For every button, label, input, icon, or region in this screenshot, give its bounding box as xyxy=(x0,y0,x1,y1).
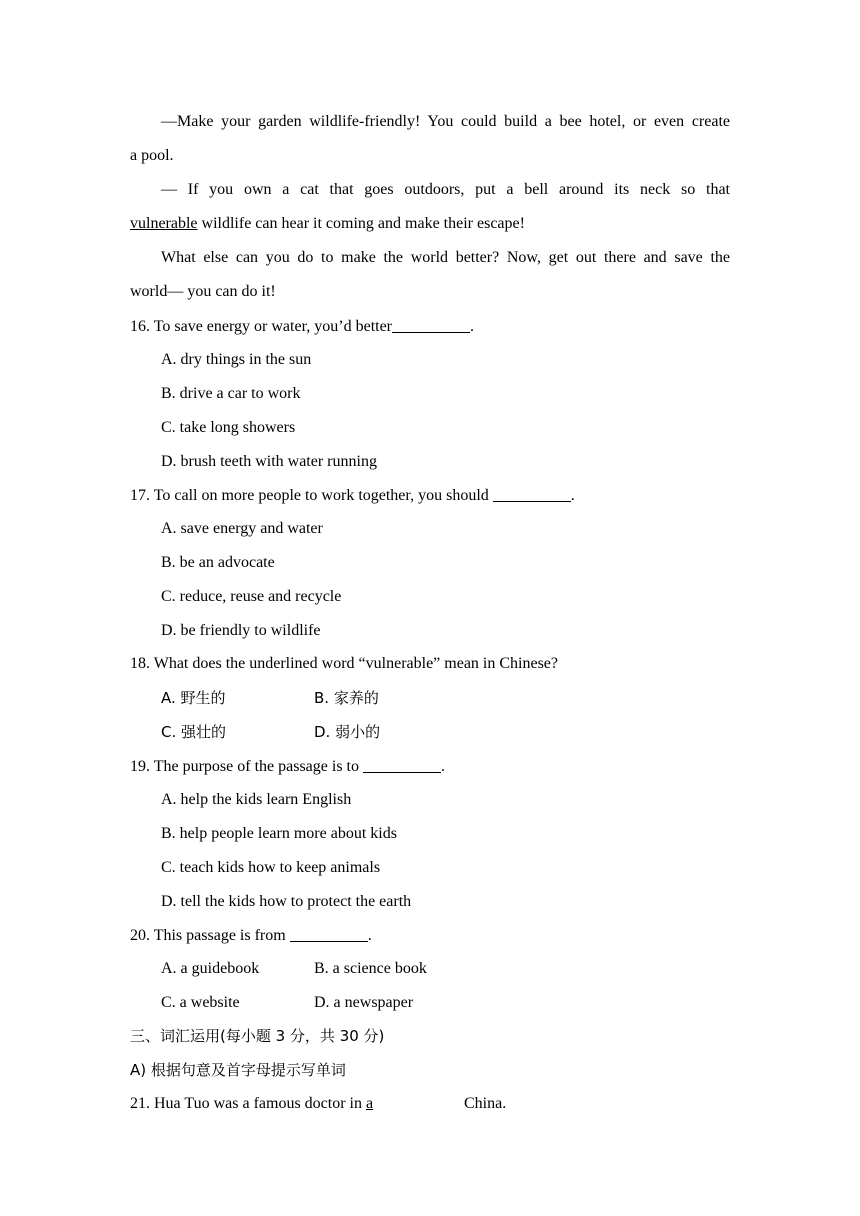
passage-line: — If you own a cat that goes outdoors, put a bell around its neck so that xyxy=(161,181,730,198)
option-d[interactable]: D. brush teeth with water running xyxy=(161,453,377,470)
option-a[interactable]: A. a guidebook xyxy=(161,960,260,977)
option-b[interactable]: B. help people learn more about kids xyxy=(161,825,397,842)
option-b[interactable]: B. a science book xyxy=(314,960,427,977)
option-b[interactable]: B. 家养的 xyxy=(314,689,379,707)
question-19-stem xyxy=(130,756,445,777)
option-b[interactable]: B. drive a car to work xyxy=(161,385,301,402)
part-a-instruction: A) 根据句意及首字母提示写单词 xyxy=(130,1061,346,1079)
answer-blank[interactable] xyxy=(493,485,571,502)
option-a[interactable]: A. help the kids learn English xyxy=(161,791,352,808)
option-d[interactable]: D. tell the kids how to protect the earth xyxy=(161,893,412,910)
passage-line: world— you can do it! xyxy=(130,283,276,300)
question-21 xyxy=(130,1094,506,1114)
option-c[interactable]: C. reduce, reuse and recycle xyxy=(161,588,342,605)
option-d[interactable]: D. 弱小的 xyxy=(314,723,381,741)
answer-blank[interactable] xyxy=(290,925,368,942)
question-tail: . xyxy=(367,927,372,944)
option-a[interactable]: A. dry things in the sun xyxy=(161,351,312,368)
option-c[interactable]: C. take long showers xyxy=(161,419,296,436)
underlined-word: vulnerable xyxy=(130,215,198,232)
question-17-stem xyxy=(130,485,575,506)
option-d[interactable]: D. a newspaper xyxy=(314,994,414,1011)
question-16-stem xyxy=(130,316,474,337)
answer-blank[interactable] xyxy=(392,316,470,333)
option-a[interactable]: A. save energy and water xyxy=(161,520,323,537)
passage-line: a pool. xyxy=(130,147,174,164)
option-c[interactable]: C. 强壮的 xyxy=(161,723,227,741)
passage-line: —Make your garden wildlife-friendly! You could build a bee hotel, or even create xyxy=(161,113,730,130)
question-text: 19. The purpose of the passage is to xyxy=(130,758,363,775)
option-a[interactable]: A. 野生的 xyxy=(161,689,226,707)
question-text: 17. To call on more people to work together, you should xyxy=(130,487,493,504)
answer-blank[interactable]: a xyxy=(365,1095,374,1112)
passage-line xyxy=(130,214,525,234)
question-text: 21. Hua Tuo was a famous doctor in xyxy=(130,1095,366,1112)
question-text: 20. This passage is from xyxy=(130,927,290,944)
option-d[interactable]: D. be friendly to wildlife xyxy=(161,622,321,639)
question-18-stem: 18. What does the underlined word “vulnerable” mean in Chinese? xyxy=(130,655,559,672)
passage-text: wildlife can hear it coming and make their escape! xyxy=(197,215,525,232)
option-c[interactable]: C. a website xyxy=(161,994,240,1011)
question-tail: China. xyxy=(459,1095,507,1112)
question-tail: . xyxy=(470,318,475,335)
question-tail: . xyxy=(570,487,575,504)
answer-blank[interactable] xyxy=(363,756,441,773)
question-tail: . xyxy=(441,758,445,775)
passage-line: What else can you do to make the world better? Now, get out there and save the xyxy=(161,249,730,266)
section-title: 三、词汇运用(每小题 3 分，共 30 分) xyxy=(130,1027,385,1045)
question-20-stem xyxy=(130,925,372,946)
option-c[interactable]: C. teach kids how to keep animals xyxy=(161,859,381,876)
option-b[interactable]: B. be an advocate xyxy=(161,554,275,571)
question-text: 16. To save energy or water, you’d better xyxy=(130,318,393,335)
